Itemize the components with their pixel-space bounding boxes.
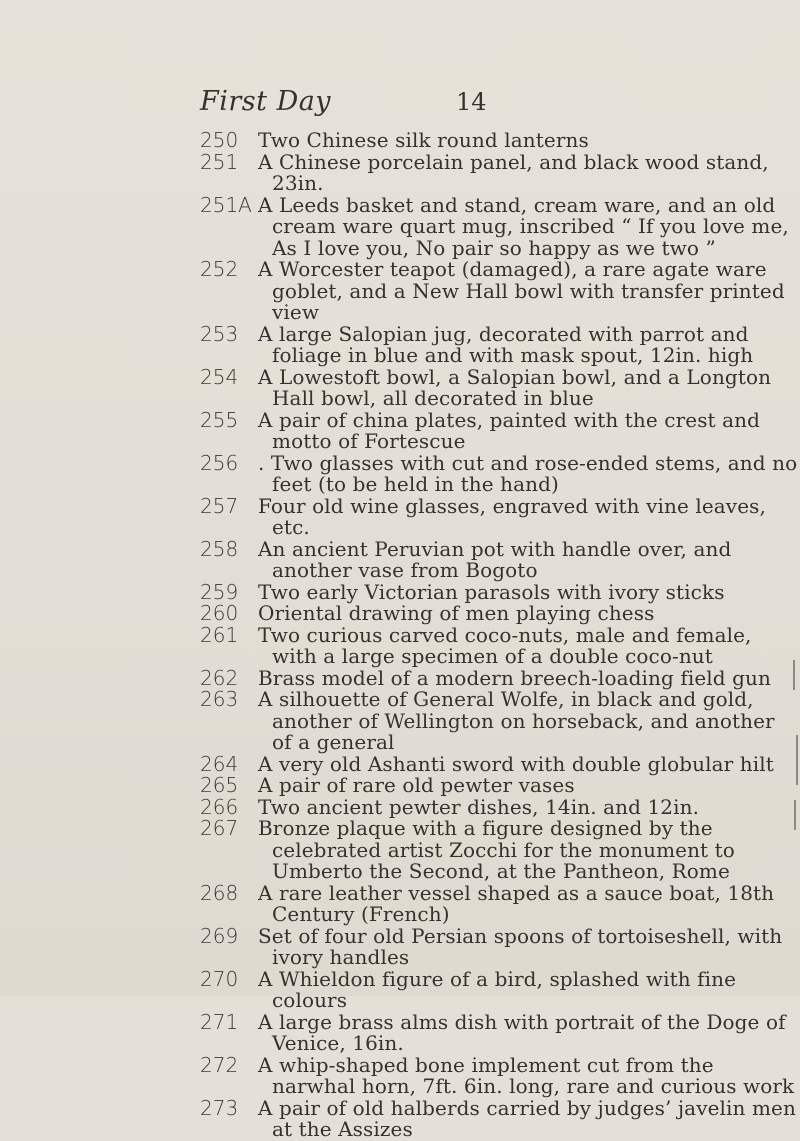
lot-description: A silhouette of General Wolfe, in black and gold, another of Wellington on horseback, and another of a general — [258, 687, 775, 754]
lot-number: 253 — [200, 321, 239, 346]
lot-entry — [200, 192, 800, 260]
section-title: First Day — [200, 86, 332, 117]
lot-number: 272 — [200, 1052, 239, 1077]
lot-description: Brass model of a modern breech-loading field gun — [258, 665, 772, 690]
lot-description: A rare leather vessel shaped as a sauce boat, 18th Century (French) — [258, 880, 775, 926]
lot-description: . Two glasses with cut and rose-ended stems, and no feet (to be held in the hand) — [258, 450, 798, 496]
lot-description: Two ancient pewter dishes, 14in. and 12in. — [258, 794, 700, 819]
lot-number: 266 — [200, 794, 239, 819]
lot-number: 268 — [200, 880, 239, 905]
page-number: 14 — [456, 88, 487, 116]
lot-description: A very old Ashanti sword with double globular hilt — [258, 751, 774, 776]
lot-entry — [200, 880, 800, 926]
lot-entry — [200, 259, 800, 324]
lot-entry — [200, 364, 800, 410]
lot-number: 251 — [200, 149, 239, 174]
lot-number: 273 — [200, 1095, 239, 1120]
lot-number: 250 — [200, 128, 239, 152]
lot-number: 265 — [200, 773, 239, 797]
lot-description: Two Chinese silk round lanterns — [258, 128, 589, 152]
lot-number: 252 — [200, 257, 239, 281]
lot-entry — [200, 665, 800, 690]
lot-description: A large brass alms dish with portrait of the Doge of Venice, 16in. — [258, 1009, 786, 1055]
lot-entry — [200, 130, 800, 152]
lot-description: A large Salopian jug, decorated with parrot and foliage in blue and with mask spout, 12in. high — [258, 321, 754, 367]
lot-description: A Lowestoft bowl, a Salopian bowl, and a Longton Hall bowl, all decorated in blue — [258, 364, 772, 410]
lot-entry — [200, 1009, 800, 1055]
lot-entry — [200, 579, 800, 604]
lot-description: Four old wine glasses, engraved with vine leaves, etc. — [258, 493, 766, 539]
lot-description: Two early Victorian parasols with ivory sticks — [258, 579, 725, 604]
lot-entry — [200, 603, 800, 625]
page-edge-marks — [790, 0, 800, 996]
lot-description: A pair of old halberds carried by judges’ javelin men at the Assizes — [258, 1095, 796, 1141]
lot-number: 262 — [200, 665, 239, 690]
lot-entry — [200, 1052, 800, 1098]
lot-description: A whip-shaped bone implement cut from the narwhal horn, 7ft. 6in. long, rare and curious work — [258, 1052, 795, 1098]
lot-entry — [200, 450, 800, 496]
lot-entry — [200, 818, 800, 883]
lot-list — [200, 130, 800, 1141]
lot-number: 264 — [200, 751, 239, 776]
lot-number: 257 — [200, 493, 239, 518]
lot-number: 271 — [200, 1009, 239, 1034]
lot-entry — [200, 966, 800, 1012]
lot-entry — [200, 536, 800, 582]
lot-description: A pair of china plates, painted with the crest and motto of Fortescue — [258, 407, 761, 453]
lot-number: 261 — [200, 622, 239, 647]
lot-entry — [200, 751, 800, 776]
lot-entry — [200, 923, 800, 969]
lot-entry — [200, 622, 800, 668]
lot-number: 267 — [200, 816, 239, 840]
lot-entry — [200, 794, 800, 819]
lot-entry — [200, 321, 800, 367]
lot-number: 258 — [200, 536, 239, 561]
lot-number: 259 — [200, 579, 239, 604]
lot-number: 269 — [200, 923, 239, 948]
lot-description: A Worcester teapot (damaged), a rare agate ware goblet, and a New Hall bowl with transfer printed view — [258, 257, 785, 324]
lot-number: 260 — [200, 601, 239, 625]
lot-entry — [200, 775, 800, 797]
lot-number: 254 — [200, 364, 239, 389]
lot-entry — [200, 493, 800, 539]
lot-description: Bronze plaque with a figure designed by the celebrated artist Zocchi for the monument to Umberto the Second, at the Pantheon, Rome — [258, 816, 735, 883]
lot-description: A Whieldon figure of a bird, splashed with fine colours — [258, 966, 737, 1012]
lot-description: A Chinese porcelain panel, and black wood stand, 23in. — [258, 149, 769, 195]
lot-description: Two curious carved coco-nuts, male and female, with a large specimen of a double coco-nut — [258, 622, 752, 668]
page-header — [200, 86, 580, 122]
lot-description: A pair of rare old pewter vases — [258, 773, 575, 797]
lot-description: Oriental drawing of men playing chess — [258, 601, 655, 625]
lot-description: Set of four old Persian spoons of tortoiseshell, with ivory handles — [258, 923, 783, 969]
lot-entry — [200, 1095, 800, 1141]
lot-entry — [200, 689, 800, 754]
lot-entry — [200, 149, 800, 195]
lot-description: A Leeds basket and stand, cream ware, and an old cream ware quart mug, inscribed “ If you love me, As I love you, No pair so happy as we two ” — [258, 192, 789, 260]
lot-number: 263 — [200, 687, 239, 711]
lot-entry — [200, 407, 800, 453]
lot-number: 251A — [200, 192, 252, 217]
lot-number: 255 — [200, 407, 239, 432]
lot-number: 256 — [200, 450, 239, 475]
lot-description: An ancient Peruvian pot with handle over, and another vase from Bogoto — [258, 536, 732, 582]
lot-number: 270 — [200, 966, 239, 991]
